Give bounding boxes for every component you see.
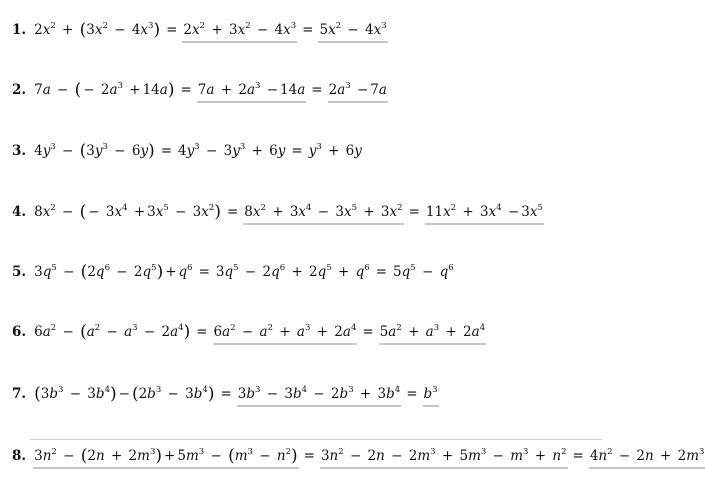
final-answer: $b^3$ [423,384,439,407]
expression: 7a − ( − $2a^3 + 14a$) [34,80,175,100]
expression: $6a^2 - (a^2 - a^3 - 2a^4)$ [34,322,191,342]
final-answer: $5q^5 - q^6$ [393,263,454,280]
problem-number: 3. [12,143,27,159]
equals-sign: = [362,324,374,340]
equals-sign: = [198,264,210,280]
equals-sign: = [302,22,314,38]
problem-number: 2. [12,82,27,98]
equals-sign: = [406,386,418,402]
problem-row-5 [12,262,611,283]
expanded-step: $3b^3 - 3b^4 - 2b^3 + 3b^4$ [237,384,401,407]
problem-row-8 [12,446,705,469]
expanded-step: $3n^2 - 2n - 2m^3 + 5m^3 - m^3 + n^2$ [320,446,568,469]
expression: $2x^2 + (3x^2 - 4x^3)$ [34,20,161,40]
expanded-step: $6a^2 - a^2 + a^3 + 2a^4$ [213,322,358,345]
equals-sign: = [291,143,303,159]
problem-row-3 [12,141,611,162]
final-answer: $2a^3 - 7a$ [328,80,388,103]
equals-sign: = [166,22,178,38]
final-answer: $5x^2 - 4x^3$ [318,20,387,43]
problem-number: 6. [12,324,27,340]
expression: $3q^5 - (2q^6 - 2q^5) + q^6$ [34,262,193,282]
equals-sign: = [160,143,173,159]
equals-sign: = [220,386,232,402]
problem-row-2 [12,80,611,103]
equals-sign: = [303,448,315,464]
problem-number: 1. [12,22,27,38]
final-answer: $y^3 + 6y$ [308,142,362,159]
expression: $4y^3 - (3y^3 - 6y)$ [34,141,155,161]
expanded-step: $4y^3 - 3y^3 + 6y$ [178,142,286,159]
final-answer: $4n^2 - 2n + 2m^3$ [589,446,705,469]
problem-number: 8. [12,448,27,464]
equals-sign: = [196,324,208,340]
final-answer: $11x^2 + 3x^4 - 3x^5$ [425,202,544,225]
expression: $(3b^3 - 3b^4) - (2b^3 - 3b^4)$ [34,384,215,404]
equals-sign: = [226,204,239,220]
problem-row-4 [12,202,611,225]
row-8-top-rule [30,439,602,440]
problem-number: 4. [12,204,27,220]
problem-number: 5. [12,264,27,280]
final-answer: $5a^2 + a^3 + 2a^4$ [379,322,486,345]
equals-sign: = [311,82,323,98]
expanded-step: $7a + 2a^3 - 14a$ [197,80,307,103]
problem-number: 7. [12,386,27,402]
expression: $3n^2 - (2n + 2m^3) + 5m^3 - (m^3 - n^2)$ [33,446,299,469]
expanded-step: $3q^5 - 2q^6 + 2q^5 + q^6$ [215,263,370,280]
equals-sign: = [408,204,420,220]
expanded-step: $8x^2 + 3x^4 - 3x^5 + 3x^2$ [243,202,403,225]
equals-sign: = [572,448,584,464]
equals-sign: = [375,264,388,280]
problem-row-6 [12,322,611,345]
problem-row-7 [12,384,611,407]
problem-row-1 [12,20,611,43]
expanded-step: $2x^2 + 3x^2 - 4x^3$ [182,20,297,43]
expression: $8x^2$ − ( − $3x^4 + 3x^5 - 3x^2$) [34,202,221,222]
equals-sign: = [180,82,192,98]
